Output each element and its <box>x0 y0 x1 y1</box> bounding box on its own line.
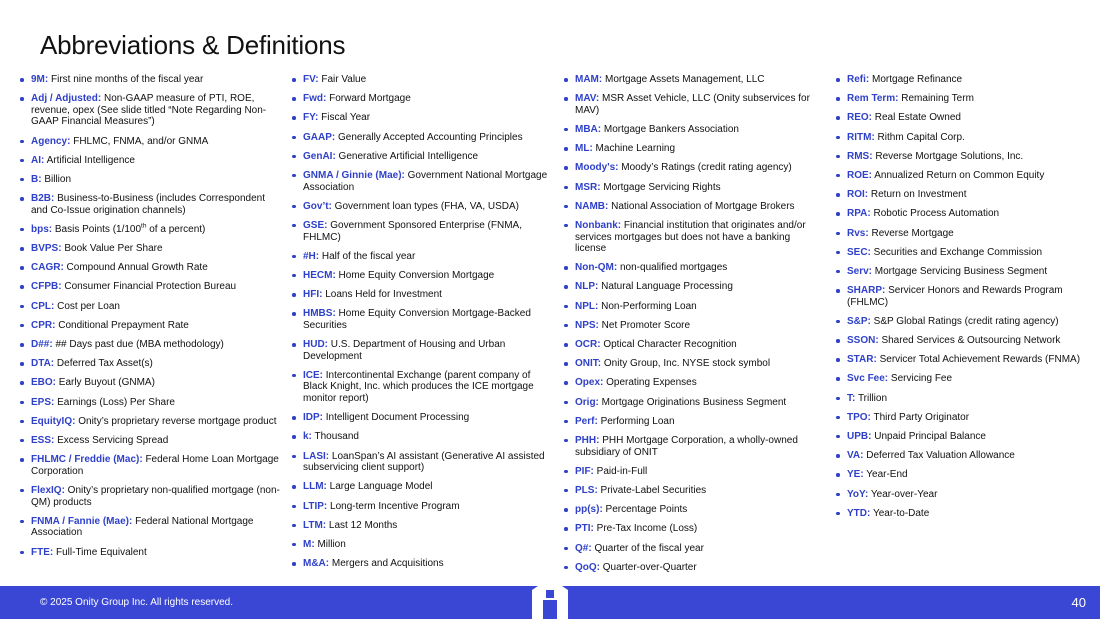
definition-item <box>290 132 552 144</box>
definition-term: REO: <box>847 112 872 124</box>
definition-item <box>18 416 280 428</box>
definition-text: Annualized Return on Common Equity <box>872 169 1045 181</box>
definition-text: Year-End <box>863 469 908 481</box>
definition-term: SHARP: <box>847 285 886 297</box>
definition-text: Quarter of the fiscal year <box>591 542 704 554</box>
definition-item <box>18 435 280 447</box>
definition-text: Mortgage Refinance <box>869 74 963 85</box>
definition-item <box>562 74 824 86</box>
definition-term: PTI: <box>575 523 594 535</box>
definition-term: 9M: <box>31 74 49 85</box>
definition-term: LTIP: <box>303 500 328 512</box>
definition-item <box>290 270 552 282</box>
definition-item <box>562 504 824 516</box>
definition-term: CAGR: <box>31 262 64 274</box>
definition-item <box>290 339 552 362</box>
definition-text: Cost per Loan <box>54 300 120 312</box>
definition-text: Percentage Points <box>602 504 688 516</box>
definition-item <box>290 481 552 493</box>
definition-text: Year-over-Year <box>868 488 938 500</box>
definition-item <box>18 174 280 186</box>
definition-text: Government loan types (FHA, VA, USDA) <box>331 200 519 212</box>
definition-text: Intelligent Document Processing <box>323 412 470 424</box>
definition-text: Business-to-Business (includes Correspondent and Co-Issue origination channels) <box>31 193 266 216</box>
definition-item <box>834 489 1096 501</box>
onity-logo-icon <box>530 578 570 619</box>
definition-item <box>290 289 552 301</box>
definition-item <box>834 373 1096 385</box>
definition-term: bps: <box>31 223 53 235</box>
definition-item <box>834 112 1096 124</box>
definition-term: PHH: <box>575 434 600 446</box>
definition-text: Financial institution that originates and/or services mortgages but does not have a banking license <box>575 219 806 255</box>
definition-text: Deferred Tax Valuation Allowance <box>863 450 1015 462</box>
definition-term: k: <box>303 431 312 443</box>
definition-text: Return on Investment <box>868 189 967 201</box>
definition-text: Excess Servicing Spread <box>54 434 169 446</box>
definition-text: Earnings (Loss) Per Share <box>54 396 175 408</box>
definition-item <box>562 220 824 255</box>
definition-item <box>18 485 280 508</box>
definition-text: Trillion <box>855 392 888 404</box>
definition-term: HECM: <box>303 269 336 281</box>
definition-text: Private-Label Securities <box>597 484 707 496</box>
definition-item <box>562 162 824 174</box>
definition-term: CPL: <box>31 300 55 312</box>
definition-text: Paid-in-Full <box>593 465 648 477</box>
definition-text: Quarter-over-Quarter <box>600 561 697 573</box>
definition-term: UPB: <box>847 430 872 442</box>
definition-item <box>562 93 824 116</box>
definition-term: AI: <box>31 154 45 166</box>
definition-term: Adj / Adjusted: <box>31 93 102 105</box>
definition-item <box>290 93 552 105</box>
definition-item <box>290 558 552 570</box>
definition-item <box>290 170 552 193</box>
definition-text: Performing Loan <box>597 415 675 427</box>
definition-text: LoanSpan’s AI assistant (Generative AI assisted subservicing client support) <box>303 450 545 474</box>
definition-text: Thousand <box>311 431 359 443</box>
definition-item <box>834 247 1096 259</box>
definition-term: MAM: <box>575 74 603 85</box>
definition-text: Mergers and Acquisitions <box>329 558 444 570</box>
definition-item <box>834 208 1096 220</box>
definition-text: Compound Annual Growth Rate <box>63 262 208 274</box>
definition-term: Svc Fee: <box>847 373 889 385</box>
definition-item <box>290 112 552 124</box>
definition-item <box>18 224 280 236</box>
definition-term: YoY: <box>847 488 869 500</box>
definitions-column-4 <box>834 74 1096 527</box>
definition-term: pp(s): <box>575 504 603 516</box>
definition-text: Home Equity Conversion Mortgage <box>335 269 495 281</box>
definition-item <box>834 266 1096 278</box>
definition-text: Consumer Financial Protection Bureau <box>61 281 237 293</box>
definition-term: QoQ: <box>575 561 600 573</box>
definition-term: YTD: <box>847 507 871 519</box>
definition-term: Serv: <box>847 265 873 277</box>
definition-text: Unpaid Principal Balance <box>871 430 986 442</box>
definition-term: B: <box>31 173 42 185</box>
definition-term: GNMA / Ginnie (Mae): <box>303 169 405 181</box>
definition-text: Mortgage Servicing Business Segment <box>872 265 1048 277</box>
definition-item <box>18 339 280 351</box>
definition-text: Book Value Per Share <box>61 243 163 255</box>
definition-item <box>562 262 824 274</box>
definition-text: Last 12 Months <box>326 519 398 531</box>
definition-text: Natural Language Processing <box>598 281 733 293</box>
definition-text: Home Equity Conversion Mortgage-Backed Securities <box>303 308 531 331</box>
definition-term: ROI: <box>847 189 869 201</box>
definition-item <box>834 393 1096 405</box>
definition-term: STAR: <box>847 354 877 366</box>
definition-item <box>834 469 1096 481</box>
definition-term: Q#: <box>575 542 592 554</box>
definition-term: SEC: <box>847 246 871 258</box>
definition-term: B2B: <box>31 193 55 205</box>
definitions-column-2 <box>290 74 552 577</box>
definition-term: Fwd: <box>303 93 327 105</box>
definition-text: Million <box>314 538 346 550</box>
definition-item <box>834 151 1096 163</box>
definition-term: FV: <box>303 74 319 85</box>
definition-term: RMS: <box>847 150 873 162</box>
definition-item <box>290 74 552 86</box>
page-title: Abbreviations & Definitions <box>40 30 346 60</box>
definition-text: Basis Points (1/100 <box>52 223 142 235</box>
definition-item <box>290 501 552 513</box>
definition-text: S&P Global Ratings (credit rating agency) <box>870 315 1059 327</box>
definition-item <box>18 93 280 128</box>
definition-text: Onity’s proprietary non-qualified mortgage (non-QM) products <box>31 484 280 508</box>
definition-text: Robotic Process Automation <box>870 208 1000 220</box>
definition-term: IDP: <box>303 412 323 424</box>
definition-term: ICE: <box>303 369 323 381</box>
definition-text: Moody’s Ratings (credit rating agency) <box>618 162 792 174</box>
definition-item <box>834 93 1096 105</box>
definition-term: DTA: <box>31 358 55 370</box>
definition-text: Forward Mortgage <box>326 93 411 105</box>
definition-term: VA: <box>847 450 864 462</box>
definition-item <box>562 301 824 313</box>
definition-text: Billion <box>41 173 72 185</box>
definition-item <box>834 132 1096 144</box>
definition-item <box>18 377 280 389</box>
definition-text: Half of the fiscal year <box>319 250 416 262</box>
definition-term: M&A: <box>303 558 330 570</box>
definition-text: Generally Accepted Accounting Principles <box>335 131 523 143</box>
definition-text: MSR Asset Vehicle, LLC (Onity subservices for MAV) <box>575 93 810 116</box>
definition-term: FNMA / Fannie (Mae): <box>31 515 133 527</box>
definition-text: Onity Group, Inc. NYSE stock symbol <box>601 358 771 370</box>
definition-item <box>290 451 552 474</box>
definition-term: LTM: <box>303 519 327 531</box>
definition-term: ML: <box>575 143 593 155</box>
definition-item <box>18 454 280 477</box>
definition-item <box>834 228 1096 240</box>
definition-item <box>562 124 824 136</box>
definition-text: Early Buyout (GNMA) <box>56 377 155 389</box>
definition-term: GSE: <box>303 219 328 231</box>
definition-item <box>18 301 280 313</box>
definition-text: Federal National Mortgage Association <box>31 515 254 539</box>
definition-term: LLM: <box>303 481 327 493</box>
definition-term: LASI: <box>303 450 330 462</box>
definition-term: Perf: <box>575 415 598 427</box>
definition-text: Large Language Model <box>326 481 433 493</box>
definition-term: PLS: <box>575 484 598 496</box>
definition-term: ROE: <box>847 169 872 181</box>
definition-text: Pre-Tax Income (Loss) <box>593 523 698 535</box>
definition-item <box>834 508 1096 520</box>
definition-term: Nonbank: <box>575 219 622 231</box>
definition-text: Mortgage Assets Management, LLC <box>602 74 765 85</box>
definition-term: BVPS: <box>31 243 62 255</box>
definition-text: Non-Performing Loan <box>598 300 697 312</box>
definition-text: Fair Value <box>318 74 367 85</box>
definition-text: Generative Artificial Intelligence <box>335 150 479 162</box>
definition-item <box>18 74 280 86</box>
definition-text: FHLMC, FNMA, and/or GNMA <box>70 135 209 147</box>
definition-text: Long-term Incentive Program <box>327 500 460 512</box>
definition-item <box>562 397 824 409</box>
definition-term: SSON: <box>847 335 879 347</box>
definition-term: HMBS: <box>303 308 336 320</box>
definition-term: CPR: <box>31 319 56 331</box>
definition-term: FY: <box>303 112 319 124</box>
definition-item <box>18 320 280 332</box>
definition-item <box>18 281 280 293</box>
definition-text: Loans Held for Investment <box>322 289 442 301</box>
definition-item <box>18 155 280 167</box>
definition-text: Full-Time Equivalent <box>53 546 147 558</box>
definition-text: Mortgage Originations Business Segment <box>598 396 787 408</box>
definition-term: RPA: <box>847 208 871 220</box>
definition-item <box>834 354 1096 366</box>
definition-term: EBO: <box>31 377 56 389</box>
definition-item <box>562 562 824 574</box>
definition-text: Mortgage Bankers Association <box>601 123 739 135</box>
definition-term: TPO: <box>847 411 871 423</box>
definition-term: PIF: <box>575 465 594 477</box>
definition-text-continued: of a percent) <box>146 223 206 235</box>
definition-item <box>562 466 824 478</box>
copyright-text: © 2025 Onity Group Inc. All rights reserved. <box>40 597 234 608</box>
definition-term: NPS: <box>575 319 599 331</box>
definition-text: Intercontinental Exchange (parent company of Black Knight, Inc. which produces the ICE mortgage monitor report) <box>303 369 534 404</box>
definition-term: Opex: <box>575 377 604 389</box>
definition-term: NAMB: <box>575 200 609 212</box>
definition-term: YE: <box>847 469 864 481</box>
definition-term: ONIT: <box>575 358 602 370</box>
definition-item <box>834 335 1096 347</box>
definition-term: FTE: <box>31 546 54 558</box>
definition-term: MSR: <box>575 181 601 193</box>
definition-term: NLP: <box>575 281 599 293</box>
definition-term: FHLMC / Freddie (Mac): <box>31 454 143 466</box>
definition-term: EPS: <box>31 396 55 408</box>
definition-text: Government National Mortgage Association <box>303 169 548 193</box>
definition-text: non-qualified mortgages <box>617 262 728 274</box>
definition-item <box>290 370 552 405</box>
definition-text: First nine months of the fiscal year <box>48 74 204 85</box>
definition-item <box>290 520 552 532</box>
footer-bar <box>0 586 1100 619</box>
definition-item <box>290 308 552 331</box>
definition-item <box>290 201 552 213</box>
definition-item <box>562 435 824 458</box>
definition-text: Non-GAAP measure of PTI, ROE, revenue, opex (See slide titled “Note Regarding Non-GAAP Financial Measures”) <box>31 93 267 128</box>
definition-item <box>834 285 1096 308</box>
definition-term: MAV: <box>575 93 600 105</box>
definition-item <box>834 189 1096 201</box>
definition-text: PHH Mortgage Corporation, a wholly-owned subsidiary of ONIT <box>575 434 798 458</box>
definition-term: Rvs: <box>847 227 869 239</box>
definition-text: Fiscal Year <box>318 112 371 124</box>
definition-item <box>562 543 824 555</box>
definition-term: GenAI: <box>303 150 336 162</box>
definition-term: Refi: <box>847 74 870 85</box>
definition-text: Optical Character Recognition <box>600 339 737 351</box>
definition-item <box>834 412 1096 424</box>
definition-term: Orig: <box>575 396 599 408</box>
definition-item <box>290 412 552 424</box>
definition-term: HFI: <box>303 289 323 301</box>
definition-item <box>834 170 1096 182</box>
definition-item <box>290 220 552 243</box>
definition-item <box>18 547 280 559</box>
definition-item <box>18 243 280 255</box>
definition-item <box>18 358 280 370</box>
definition-term: S&P: <box>847 315 871 327</box>
definition-item <box>18 193 280 216</box>
definition-text: Operating Expenses <box>603 377 697 389</box>
definition-text: ## Days past due (MBA methodology) <box>52 339 224 351</box>
definition-item <box>562 358 824 370</box>
definition-item <box>562 416 824 428</box>
definition-text: Third Party Originator <box>870 411 970 423</box>
definition-item <box>562 485 824 497</box>
definition-term: #H: <box>303 250 320 262</box>
definitions-columns <box>18 74 1082 586</box>
definition-text: Servicer Total Achievement Rewards (FNMA) <box>876 354 1081 366</box>
definition-text: Net Promoter Score <box>598 319 691 331</box>
definition-text: Year-to-Date <box>870 507 930 519</box>
definition-superscript: th <box>141 222 147 230</box>
definitions-column-1 <box>18 74 280 566</box>
definition-text: Government Sponsored Enterprise (FNMA, FHLMC) <box>303 219 522 243</box>
definition-term: ESS: <box>31 434 55 446</box>
definition-text: Onity’s proprietary reverse mortgage product <box>75 415 277 427</box>
definition-term: CFPB: <box>31 281 62 293</box>
definition-item <box>290 539 552 551</box>
definitions-column-3 <box>562 74 824 581</box>
definition-text: Reverse Mortgage Solutions, Inc. <box>872 150 1024 162</box>
definition-text: Artificial Intelligence <box>44 154 135 166</box>
definition-term: Moody's: <box>575 162 619 174</box>
definition-text: Real Estate Owned <box>872 112 961 124</box>
definition-term: Rem Term: <box>847 93 899 105</box>
definition-term: OCR: <box>575 339 601 351</box>
definition-term: EquityIQ: <box>31 415 76 427</box>
definition-text: Reverse Mortgage <box>868 227 954 239</box>
definition-text: Securities and Exchange Commission <box>870 246 1043 258</box>
definition-item <box>290 431 552 443</box>
definition-item <box>562 320 824 332</box>
definition-term: MBA: <box>575 123 602 135</box>
definition-text: Mortgage Servicing Rights <box>600 181 721 193</box>
definition-term: GAAP: <box>303 131 336 143</box>
definition-term: D##: <box>31 339 53 351</box>
definition-text: Servicing Fee <box>888 373 953 385</box>
definition-item <box>834 74 1096 86</box>
definition-item <box>834 316 1096 328</box>
definition-term: NPL: <box>575 300 599 312</box>
page-number: 40 <box>1071 595 1086 610</box>
definition-item <box>562 182 824 194</box>
definition-item <box>834 431 1096 443</box>
definition-text: Remaining Term <box>898 93 974 105</box>
definition-item <box>290 251 552 263</box>
definition-item <box>18 262 280 274</box>
definition-term: Gov’t: <box>303 200 332 212</box>
definition-term: Non-QM: <box>575 262 618 274</box>
definition-item <box>562 281 824 293</box>
definition-text: Rithm Capital Corp. <box>874 131 965 143</box>
definition-text: Deferred Tax Asset(s) <box>54 358 153 370</box>
definition-text: National Association of Mortgage Brokers <box>608 200 795 212</box>
definition-term: M: <box>303 538 315 550</box>
definition-item <box>562 201 824 213</box>
definition-term: FlexIQ: <box>31 484 65 496</box>
definition-item <box>834 450 1096 462</box>
definition-text: U.S. Department of Housing and Urban Development <box>303 339 506 362</box>
definition-item <box>18 136 280 148</box>
definition-item <box>562 339 824 351</box>
definition-text: Conditional Prepayment Rate <box>55 319 189 331</box>
definition-term: RITM: <box>847 131 875 143</box>
definition-text: Machine Learning <box>592 143 676 155</box>
definition-item <box>562 523 824 535</box>
definition-term: HUD: <box>303 339 328 351</box>
definition-item <box>18 516 280 539</box>
definition-text: Shared Services & Outsourcing Network <box>878 335 1061 347</box>
definition-text: Servicer Honors and Rewards Program (FHLMC) <box>847 285 1063 308</box>
definition-term: Agency: <box>31 135 71 147</box>
definition-item <box>18 397 280 409</box>
definition-text: Federal Home Loan Mortgage Corporation <box>31 454 279 477</box>
definition-item <box>562 377 824 389</box>
definition-item <box>562 143 824 155</box>
definition-item <box>290 151 552 163</box>
definition-term: T: <box>847 392 856 404</box>
